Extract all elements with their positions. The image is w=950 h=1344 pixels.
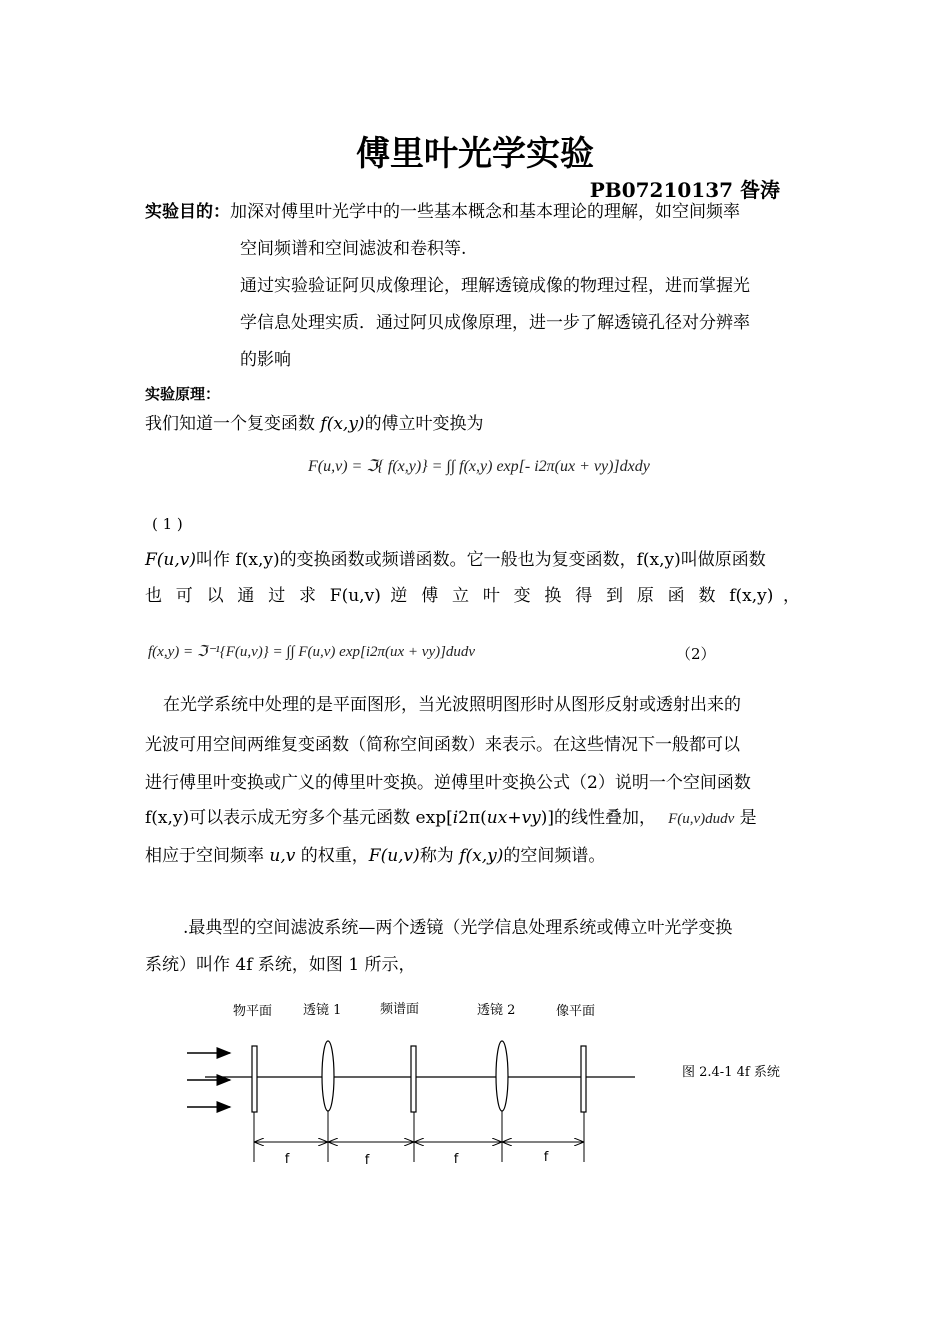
- lens-1: [322, 1041, 334, 1111]
- intro-function: f(x,y): [320, 414, 365, 434]
- para1-fuv: F(u,v): [145, 550, 197, 570]
- focal-label-1: f: [284, 1152, 290, 1167]
- label-object-plane: 物平面: [233, 1004, 273, 1019]
- purpose-label: 实验目的：: [145, 202, 230, 222]
- label-lens-1: 透镜 1: [303, 1003, 342, 1018]
- image-plane: [581, 1046, 586, 1112]
- para2-l5-c: 的权重，: [295, 846, 369, 866]
- equation-number-1: ( 1 ): [152, 515, 183, 533]
- para2-l4-c: 2π(: [458, 808, 487, 828]
- equation-number-2: （2）: [676, 645, 716, 663]
- para3-line-1: .最典型的空间滤波系统—两个透镜（光学信息处理系统或傅立叶光学变换: [183, 918, 733, 938]
- label-lens-2: 透镜 2: [477, 1003, 516, 1018]
- para2-l5-f: f(x,y): [459, 846, 504, 866]
- object-plane: [252, 1046, 257, 1112]
- para2-l4-d: ux: [486, 808, 508, 828]
- para2-l5-b: u,v: [269, 846, 296, 866]
- para2-line-2: 光波可用空间两维复变函数（简称空间函数）来表示。在这些情况下一般都可以: [145, 735, 740, 755]
- para2-l4-f: vy: [521, 808, 541, 828]
- para2-l5-g: 的空间频谱。: [503, 846, 606, 866]
- purpose-line-3: 通过实验验证阿贝成像理论，理解透镜成像的物理过程，进而掌握光: [240, 276, 750, 296]
- para2-line-1: 在光学系统中处理的是平面图形，当光波照明图形时从图形反射或透射出来的: [163, 695, 741, 715]
- para1-text: 叫作 f(x,y)的变换函数或频谱函数。它一般也为复变函数，f(x,y)叫做原函数: [196, 550, 766, 570]
- para2-l5-e: 称为: [419, 846, 460, 866]
- purpose-line-4: 学信息处理实质．通过阿贝成像原理，进一步了解透镜孔径对分辨率: [240, 313, 750, 333]
- intro-text-a: 我们知道一个复变函数: [145, 414, 321, 434]
- para2-l4-h: 是: [734, 808, 757, 828]
- page-title: 傅里叶光学实验: [356, 134, 594, 174]
- author-line: PB07210137 昝涛: [589, 178, 780, 202]
- focal-label-3: f: [453, 1152, 459, 1167]
- para2-line-3: 进行傅里叶变换或广义的傅里叶变换。逆傅里叶变换公式（2）说明一个空间函数: [145, 773, 751, 793]
- intro-text-b: 的傅立叶变换为: [364, 414, 484, 434]
- figure-caption: 图 2.4-1 4f 系统: [682, 1065, 780, 1080]
- para2-l5-a: 相应于空间频率: [145, 846, 270, 866]
- para2-l4-a: f(x,y)可以表示成无穷多个基元函数 exp[: [145, 808, 453, 828]
- label-image-plane: 像平面: [556, 1004, 596, 1019]
- focal-label-4: f: [543, 1150, 549, 1165]
- formula-1: F(u,v) = ℑ{ f(x,y)} = ∫∫ f(x,y) exp[- i2π(ux + vy)]dxdy: [308, 458, 650, 475]
- focal-label-2: f: [364, 1153, 370, 1168]
- para2-l4-b: i: [452, 808, 459, 828]
- purpose-line-5: 的影响: [240, 350, 291, 370]
- purpose-text-1: 加深对傅里叶光学中的一些基本概念和基本理论的理解，如空间频率: [230, 202, 740, 222]
- principle-label: 实验原理：: [145, 385, 221, 403]
- para2-l5-d: F(u,v): [368, 846, 420, 866]
- spectrum-plane: [411, 1046, 416, 1112]
- formula-2: f(x,y) = ℑ⁻¹{F(u,v)} = ∫∫ F(u,v) exp[i2π(ux + vy)]dudv: [148, 644, 476, 660]
- label-spectrum-plane: 频谱面: [380, 1002, 420, 1017]
- lens-2: [496, 1041, 508, 1111]
- para2-l4-e: +: [507, 808, 522, 828]
- purpose-line-2: 空间频谱和空间滤波和卷积等.: [240, 239, 467, 259]
- para3-line-2: 系统）叫作 4f 系统，如图 1 所示，: [145, 955, 416, 975]
- para1-line-2: 也 可 以 通 过 求 F(u,v) 逆 傅 立 叶 变 换 得 到 原 函 数 f(x,y) ，: [145, 586, 800, 606]
- para2-l4-g: )]的线性叠加，: [540, 808, 657, 828]
- para2-l4-formula: F(u,v)dudv: [668, 811, 735, 827]
